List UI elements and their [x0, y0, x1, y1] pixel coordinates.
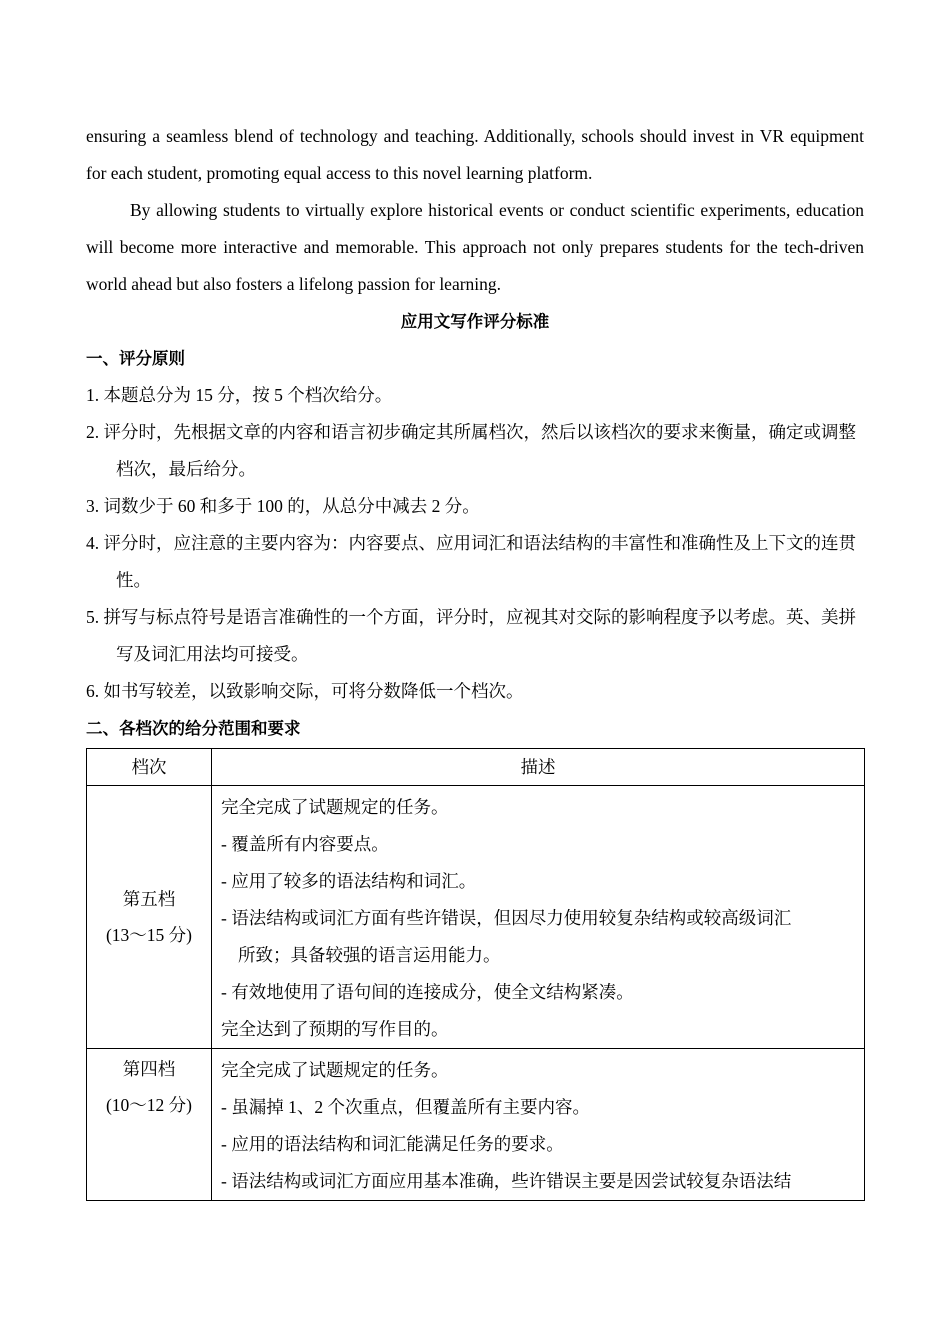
section-heading: 一、评分原则 — [86, 349, 185, 368]
description-line: 完全完成了试题规定的任务。 — [221, 797, 449, 817]
level-range: (10～12 分) — [105, 1095, 193, 1115]
table-header-row — [87, 749, 865, 786]
description-line: - 语法结构或词汇方面有些许错误，但因尽力使用较复杂结构或较高级词汇 — [221, 908, 792, 928]
level-name: 第四档 — [122, 1059, 176, 1079]
principle-item: 3. 词数少于 60 和多于 100 的，从总分中减去 2 分。 — [86, 496, 480, 516]
level-cell — [87, 786, 212, 1049]
description-line: - 有效地使用了语句间的连接成分，使全文结构紧凑。 — [221, 982, 634, 1002]
principle-item: 2. 评分时，先根据文章的内容和语言初步确定其所属档次，然后以该档次的要求来衡量，确定或调整档次，最后给分。 — [86, 422, 856, 479]
level-cell — [87, 1049, 212, 1201]
essay-paragraph: ensuring a seamless blend of technology and teaching. Additionally, schools should invest in VR equipment for each student, promoting equal access to this novel learning platform. — [86, 126, 864, 183]
level-name: 第五档 — [122, 889, 176, 909]
header-level: 档次 — [87, 749, 212, 786]
principle-item: 1. 本题总分为 15 分，按 5 个档次给分。 — [86, 385, 393, 405]
document-page — [86, 118, 864, 1201]
description-cell — [212, 786, 865, 1049]
description-line: 所致；具备较强的语言运用能力。 — [238, 945, 501, 965]
description-cell — [212, 1049, 865, 1201]
description-line: 完全达到了预期的写作目的。 — [221, 1019, 449, 1039]
description-line: - 应用的语法结构和词汇能满足任务的要求。 — [221, 1134, 564, 1154]
section-heading: 二、各档次的给分范围和要求 — [86, 719, 301, 738]
table-row — [87, 1049, 865, 1201]
principle-item: 4. 评分时，应注意的主要内容为：内容要点、应用词汇和语法结构的丰富性和准确性及上下文的连贯性。 — [86, 533, 856, 590]
description-line: - 语法结构或词汇方面应用基本准确，些许错误主要是因尝试较复杂语法结 — [221, 1171, 792, 1191]
description-line: - 虽漏掉 1、2 个次重点，但覆盖所有主要内容。 — [221, 1097, 590, 1117]
table-row — [87, 786, 865, 1049]
header-description: 描述 — [212, 749, 865, 786]
scoring-table — [86, 748, 865, 1201]
principle-item: 6. 如书写较差，以致影响交际，可将分数降低一个档次。 — [86, 681, 524, 701]
essay-paragraph: By allowing students to virtually explore historical events or conduct scientific experiments, education will become more interactive and memorable. This approach not only prepares students for the tech-driven world ahead but also fosters a lifelong passion for learning. — [86, 200, 864, 294]
description-line: - 覆盖所有内容要点。 — [221, 834, 389, 854]
description-line: 完全完成了试题规定的任务。 — [221, 1060, 449, 1080]
principle-item: 5. 拼写与标点符号是语言准确性的一个方面，评分时，应视其对交际的影响程度予以考虑。英、美拼写及词汇用法均可接受。 — [86, 607, 856, 664]
level-range: (13～15 分) — [105, 925, 193, 945]
description-line: - 应用了较多的语法结构和词汇。 — [221, 871, 477, 891]
rubric-title: 应用文写作评分标准 — [400, 312, 550, 331]
